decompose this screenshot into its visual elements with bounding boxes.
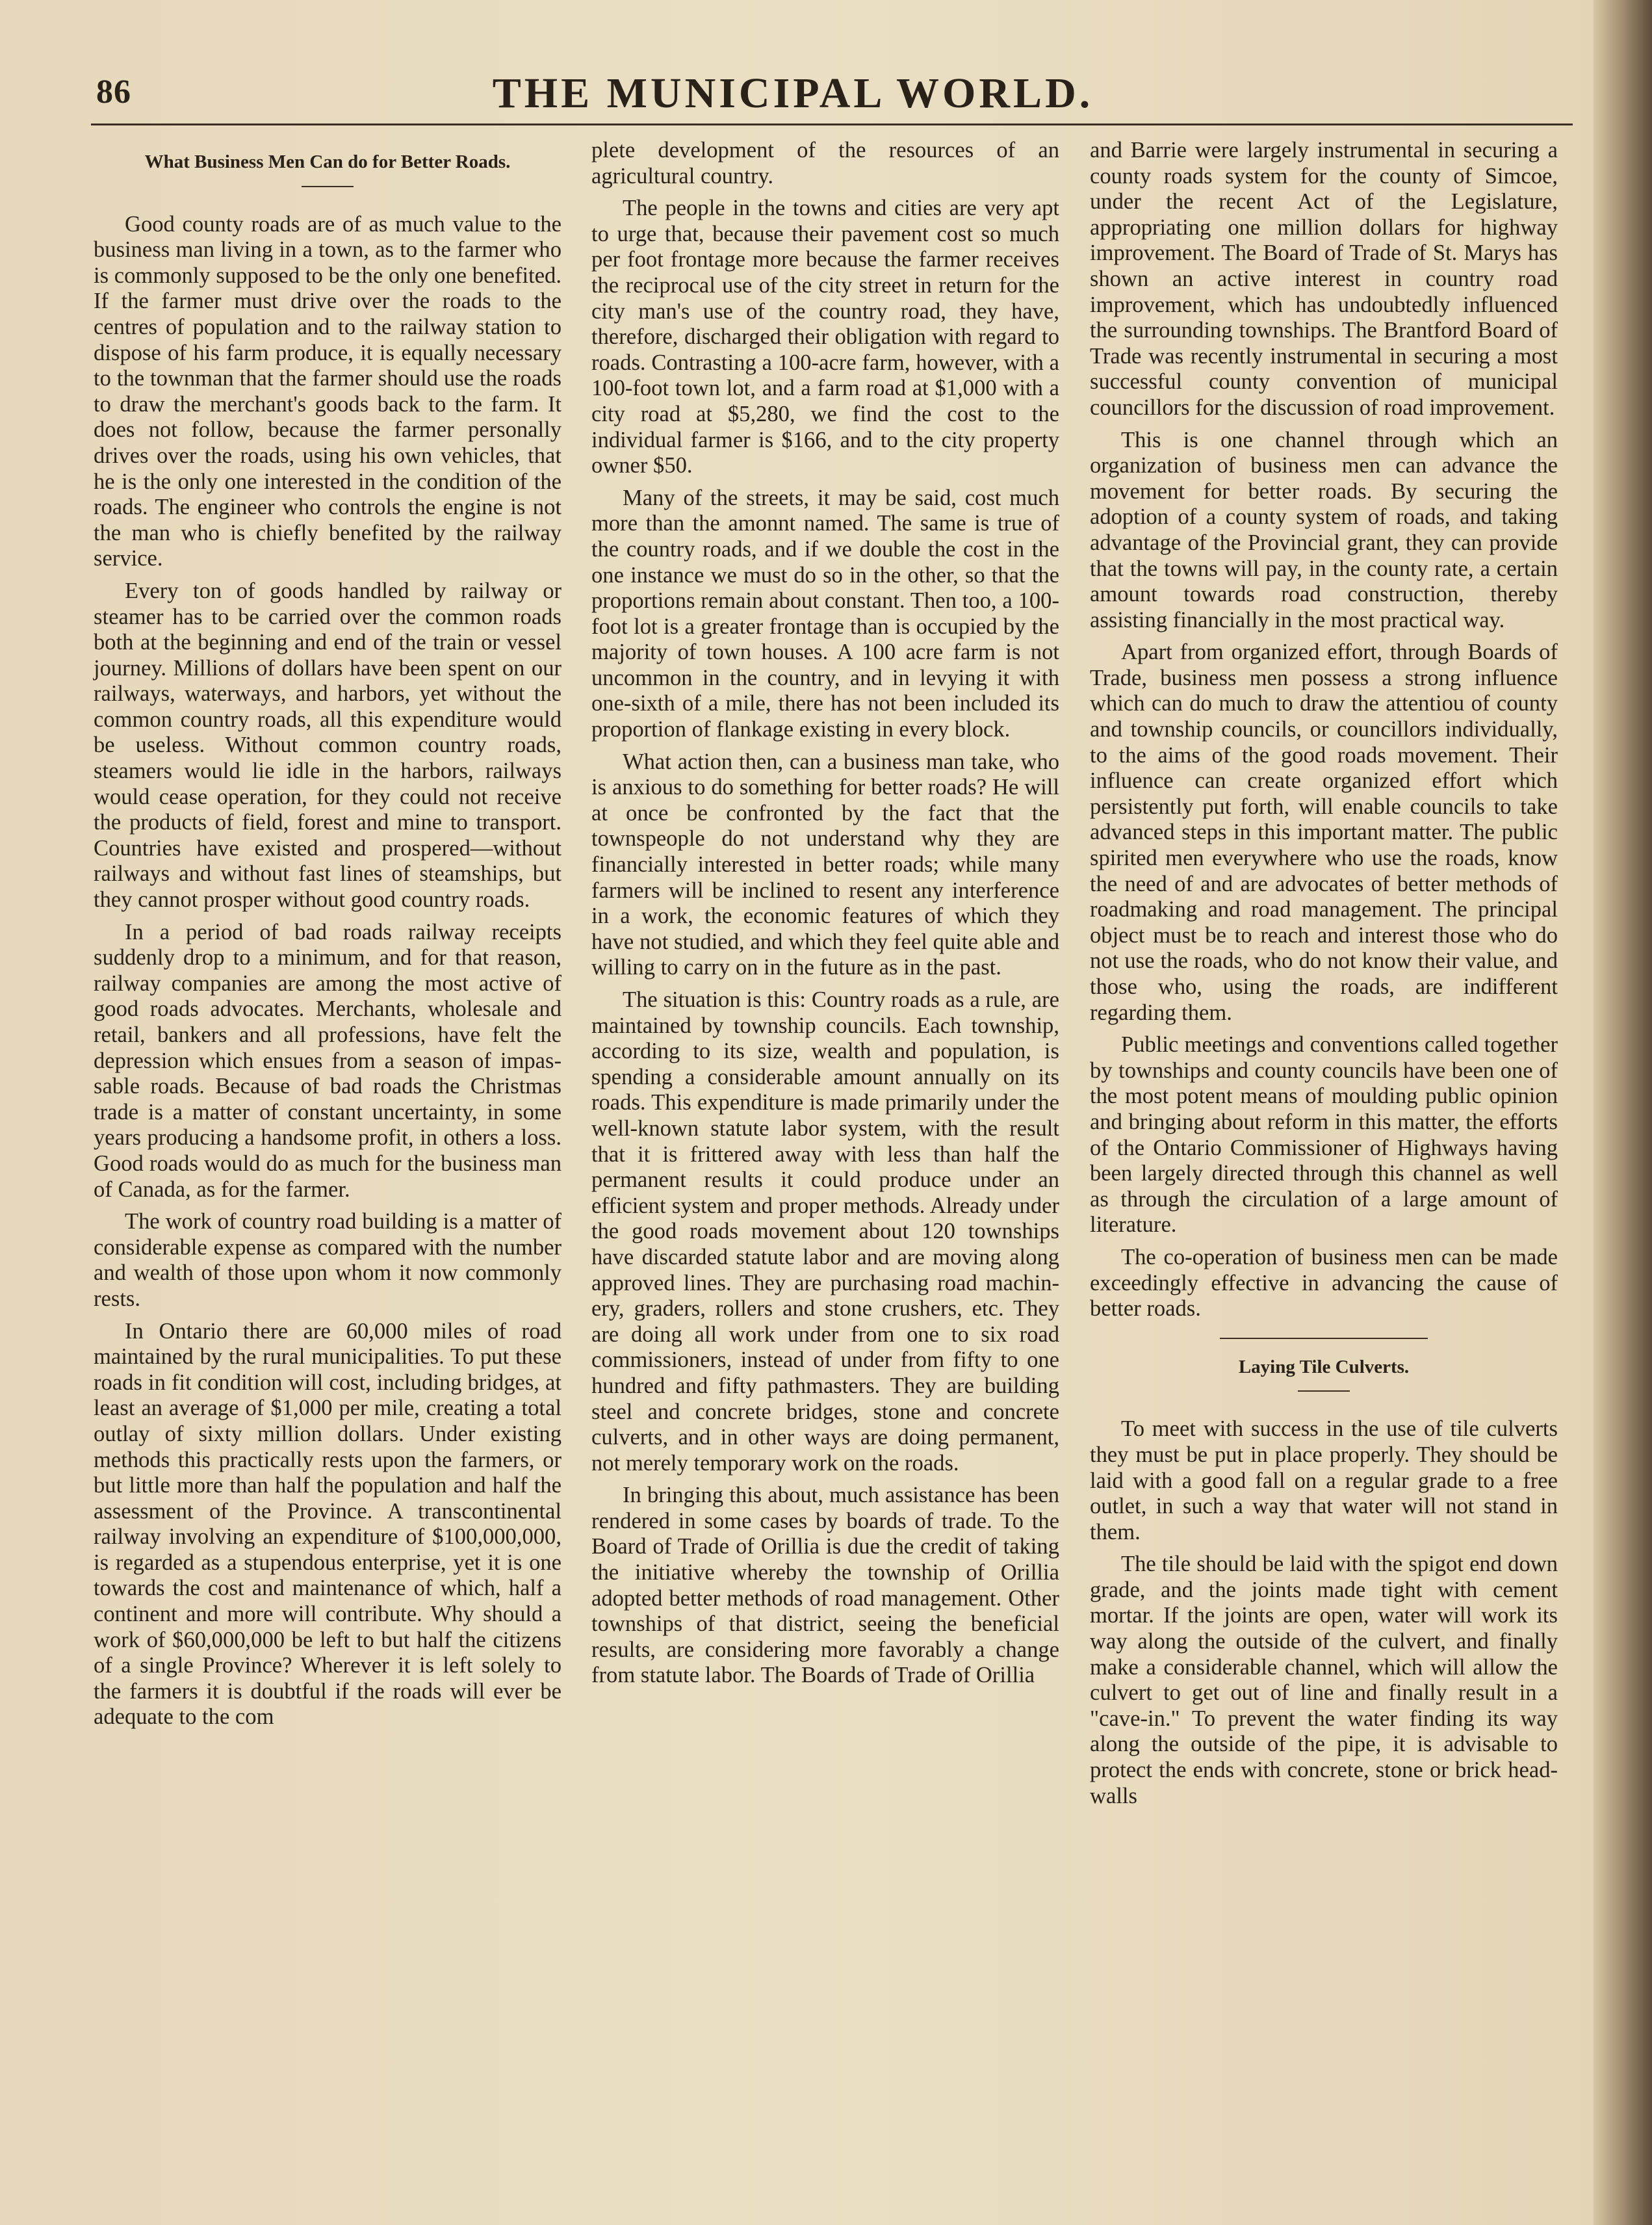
paragraph: In bringing this about, much assistance has been rendered in some cases by boards of trade. To the Board of Trade of Orillia is due the credit of taking the initiative whereby the township of Orillia adopted better methods of road management. Other townships of that district, seeing the beneficial results, are considering more favorably a change from statute labor. The Boards of Trade of Orillia xyxy=(591,1483,1059,1688)
paragraph: In a period of bad roads railway receipts suddenly drop to a minimum, and for that reason, railway companies are among the most active of good roads advocates. Merchants, wholesale and retail, bankers and all professions, have felt the depression which ensues from a season of impassable roads. Because of bad roads the Christmas trade is a matter of constant uncertainty, in some years producing a handsome profit, in others a loss. Good roads would do as much for the business man of Canada, as for the farmer. xyxy=(94,919,561,1202)
paragraph: Every ton of goods handled by railway or steamer has to be carried over the common roads both at the beginning and end of the train or vessel journey. Millions of dollars have been spent on our railways, waterways, and harbors, yet without the common country roads, all this expenditure would be useless. Without common country roads, steamers would lie idle in the harbors, railways would cease operation, for they could not receive the products of field, forest and mine to transport. Countries have existed and prospered—without railways and without fast lines of steamships, but they cannot prosper without good country roads. xyxy=(94,578,561,913)
paragraph-continued: plete development of the resources of an agricultural country. xyxy=(591,138,1059,189)
paragraph: The co-operation of business men can be made exceedingly effective in advancing the cause of better roads. xyxy=(1090,1244,1558,1321)
paragraph: The tile should be laid with the spigot end down grade, and the joints made tight with cement mortar. If the joints are open, water will work its way along the outside of the culvert, and finally make a considerable channel, which will allow the culvert to get out of line and finally result in a "cave-in." To prevent the water finding its way along the outside of the pipe, it is advisable to protect the ends with concrete, stone or brick head-walls xyxy=(1090,1552,1558,1808)
paragraph: Public meetings and conventions called together by townships and county councils have been one of the most potent means of moulding public opinion and bringing about reform in this matter, the efforts of the Ontario Commissioner of Highways having been largely directed through this channel as well as through the circulation of a large amount of literature. xyxy=(1090,1032,1558,1238)
column-2 xyxy=(591,138,1059,1695)
paragraph-continued: and Barrie were largely instrumental in securing a county roads system for the county of Simcoe, under the recent Act of the Legislature, appropriating one million dollars for highway improvement. The Board of Trade of St. Marys has shown an active interest in country road improvement, which has undoubtedly influenced the surrounding townships. The Brantford Board of Trade was recently instrumental in securing a most successful county convention of municipal councillors for the discussion of road improvement. xyxy=(1090,138,1558,420)
paragraph: This is one channel through which an organization of business men can advance the movement for better roads. By securing the adoption of a county system of roads, and taking advantage of the Provincial grant, they can provide that the towns will pay, in the county rate, a certain amount towards road construction, thereby assisting financially in the most practical way. xyxy=(1090,427,1558,632)
paragraph: What action then, can a business man take, who is anxious to do something for better roads? He will at once be confronted by the fact that the townspeople do not understand why they are financially interested in better roads; while many farmers will be inclined to resent any interference in a work, the economic features of which they have not studied, and which they feel quite able and willing to carry on in the future as in the past. xyxy=(591,749,1059,980)
column-1 xyxy=(94,138,561,1737)
paragraph: The situation is this: Country roads as a rule, are maintained by township councils. Each township, according to its size, wealth and population, is spending a considerable amount annually on its roads. This expenditure is made primarily under the well-known statute labor system, with the result that it is frittered away with less than half the permanent results it could produce under an efficient system and proper methods. Already under the good roads movement about 120 townships have discarded statute labor and are moving along approved lines. They are purchasing road machinery, graders, rollers and stone crushers, etc. They are doing all work under from one to six road commissioners, instead of under from fifty to one hundred and fifty pathmasters. They are building steel and concrete bridges, stone and concrete culverts, and in other ways are doing permanent, not merely temporary work on the roads. xyxy=(591,987,1059,1476)
paragraph: To meet with success in the use of tile culverts they must be put in place properly. They should be laid with a good fall on a regular grade to a free outlet, in such a way that water will not stand in them. xyxy=(1090,1416,1558,1544)
article-heading: What Business Men Can do for Better Roads. xyxy=(144,151,511,172)
paragraph: Good county roads are of as much value to the business man living in a town, as to the farmer who is commonly supposed to be the only one benefited. If the farmer must drive over the roads to the centres of population and to the railway station to dispose of his farm produce, it is equally necessary to the townman that the farmer should use the roads to draw the merchant's goods back to the farm. It does not follow, because the farmer personally drives over the roads, using his own vehicles, that he is the only one interested in the condition of the roads. The engineer who controls the engine is not the man who is chiefly benefited by the railway service. xyxy=(94,211,561,571)
page-edge-shadow xyxy=(1594,0,1652,2225)
paragraph: Apart from organized effort, through Boards of Trade, business men possess a strong influence which can do much to draw the attentiou of county and township councils, or councillors individually, to the aims of the good roads movement. Their influence can create organized effort which persistently put forth, will enable councils to take advanced steps in this important matter. The public spirited men everywhere who use the roads, know the need of and are advocates of better methods of roadmaking and road management. The principal object must be to reach and interest those who do not use the roads, who do not know their value, and those who, using the roads, are indifferent regarding them. xyxy=(1090,640,1558,1025)
paragraph: In Ontario there are 60,000 miles of road maintained by the rural municipalities. To put these roads in fit condition will cost, including bridges, at least an average of $1,000 per mile, creating a total outlay of sixty million dollars. Under existing methods this practically rests upon the farmers, or but little more than half the population and half the assessment of the Province. A transcontinental railway involving an expenditure of $100,000,000, is regarded as a stupendous enterprise, yet it is one towards the cost and maintenance of which, half a continent and more will contribute. Why should a work of $60,000,000 be left to but half the citizens of a single Province? Wherever it is left solely to the farmers it is doubtful if the roads will ever be adequate to the com xyxy=(94,1318,561,1730)
column-3 xyxy=(1090,138,1558,1815)
page-number: 86 xyxy=(96,73,131,111)
masthead-title: THE MUNICIPAL WORLD. xyxy=(492,70,1094,117)
heading-rule xyxy=(302,186,354,187)
section-divider xyxy=(1220,1338,1428,1339)
paragraph: The people in the towns and cities are very apt to urge that, because their pavement cost so much per foot frontage more because the farmer receives the reciprocal use of the city street in return for the city man's use of the country road, they have, therefore, discharged their obligation with regard to roads. Contrasting a 100-acre farm, however, with a 100-foot town lot, and a farm road at $1,000 with a city road at $5,280, we find the cost to the individual farmer is $166, and to the city property owner $50. xyxy=(591,196,1059,478)
masthead-rule xyxy=(91,124,1573,125)
heading-rule xyxy=(1298,1390,1350,1392)
paragraph: Many of the streets, it may be said, cost much more than the amonnt named. The same is true of the country roads, and if we double the cost in the one instance we must do so in the other, so that the proportions remain about constant. Then too, a 100-foot lot is a greater frontage than is occupied by the majority of town houses. A 100 acre farm is not uncommon in the country, and in levying it with one-sixth of a mile, there has not been included its proportion of flankage existing in every block. xyxy=(591,485,1059,742)
article-heading: Laying Tile Culverts. xyxy=(1238,1356,1410,1377)
paragraph: The work of country road building is a matter of considerable expense as compared with the number and wealth of those upon whom it now commonly rests. xyxy=(94,1209,561,1311)
